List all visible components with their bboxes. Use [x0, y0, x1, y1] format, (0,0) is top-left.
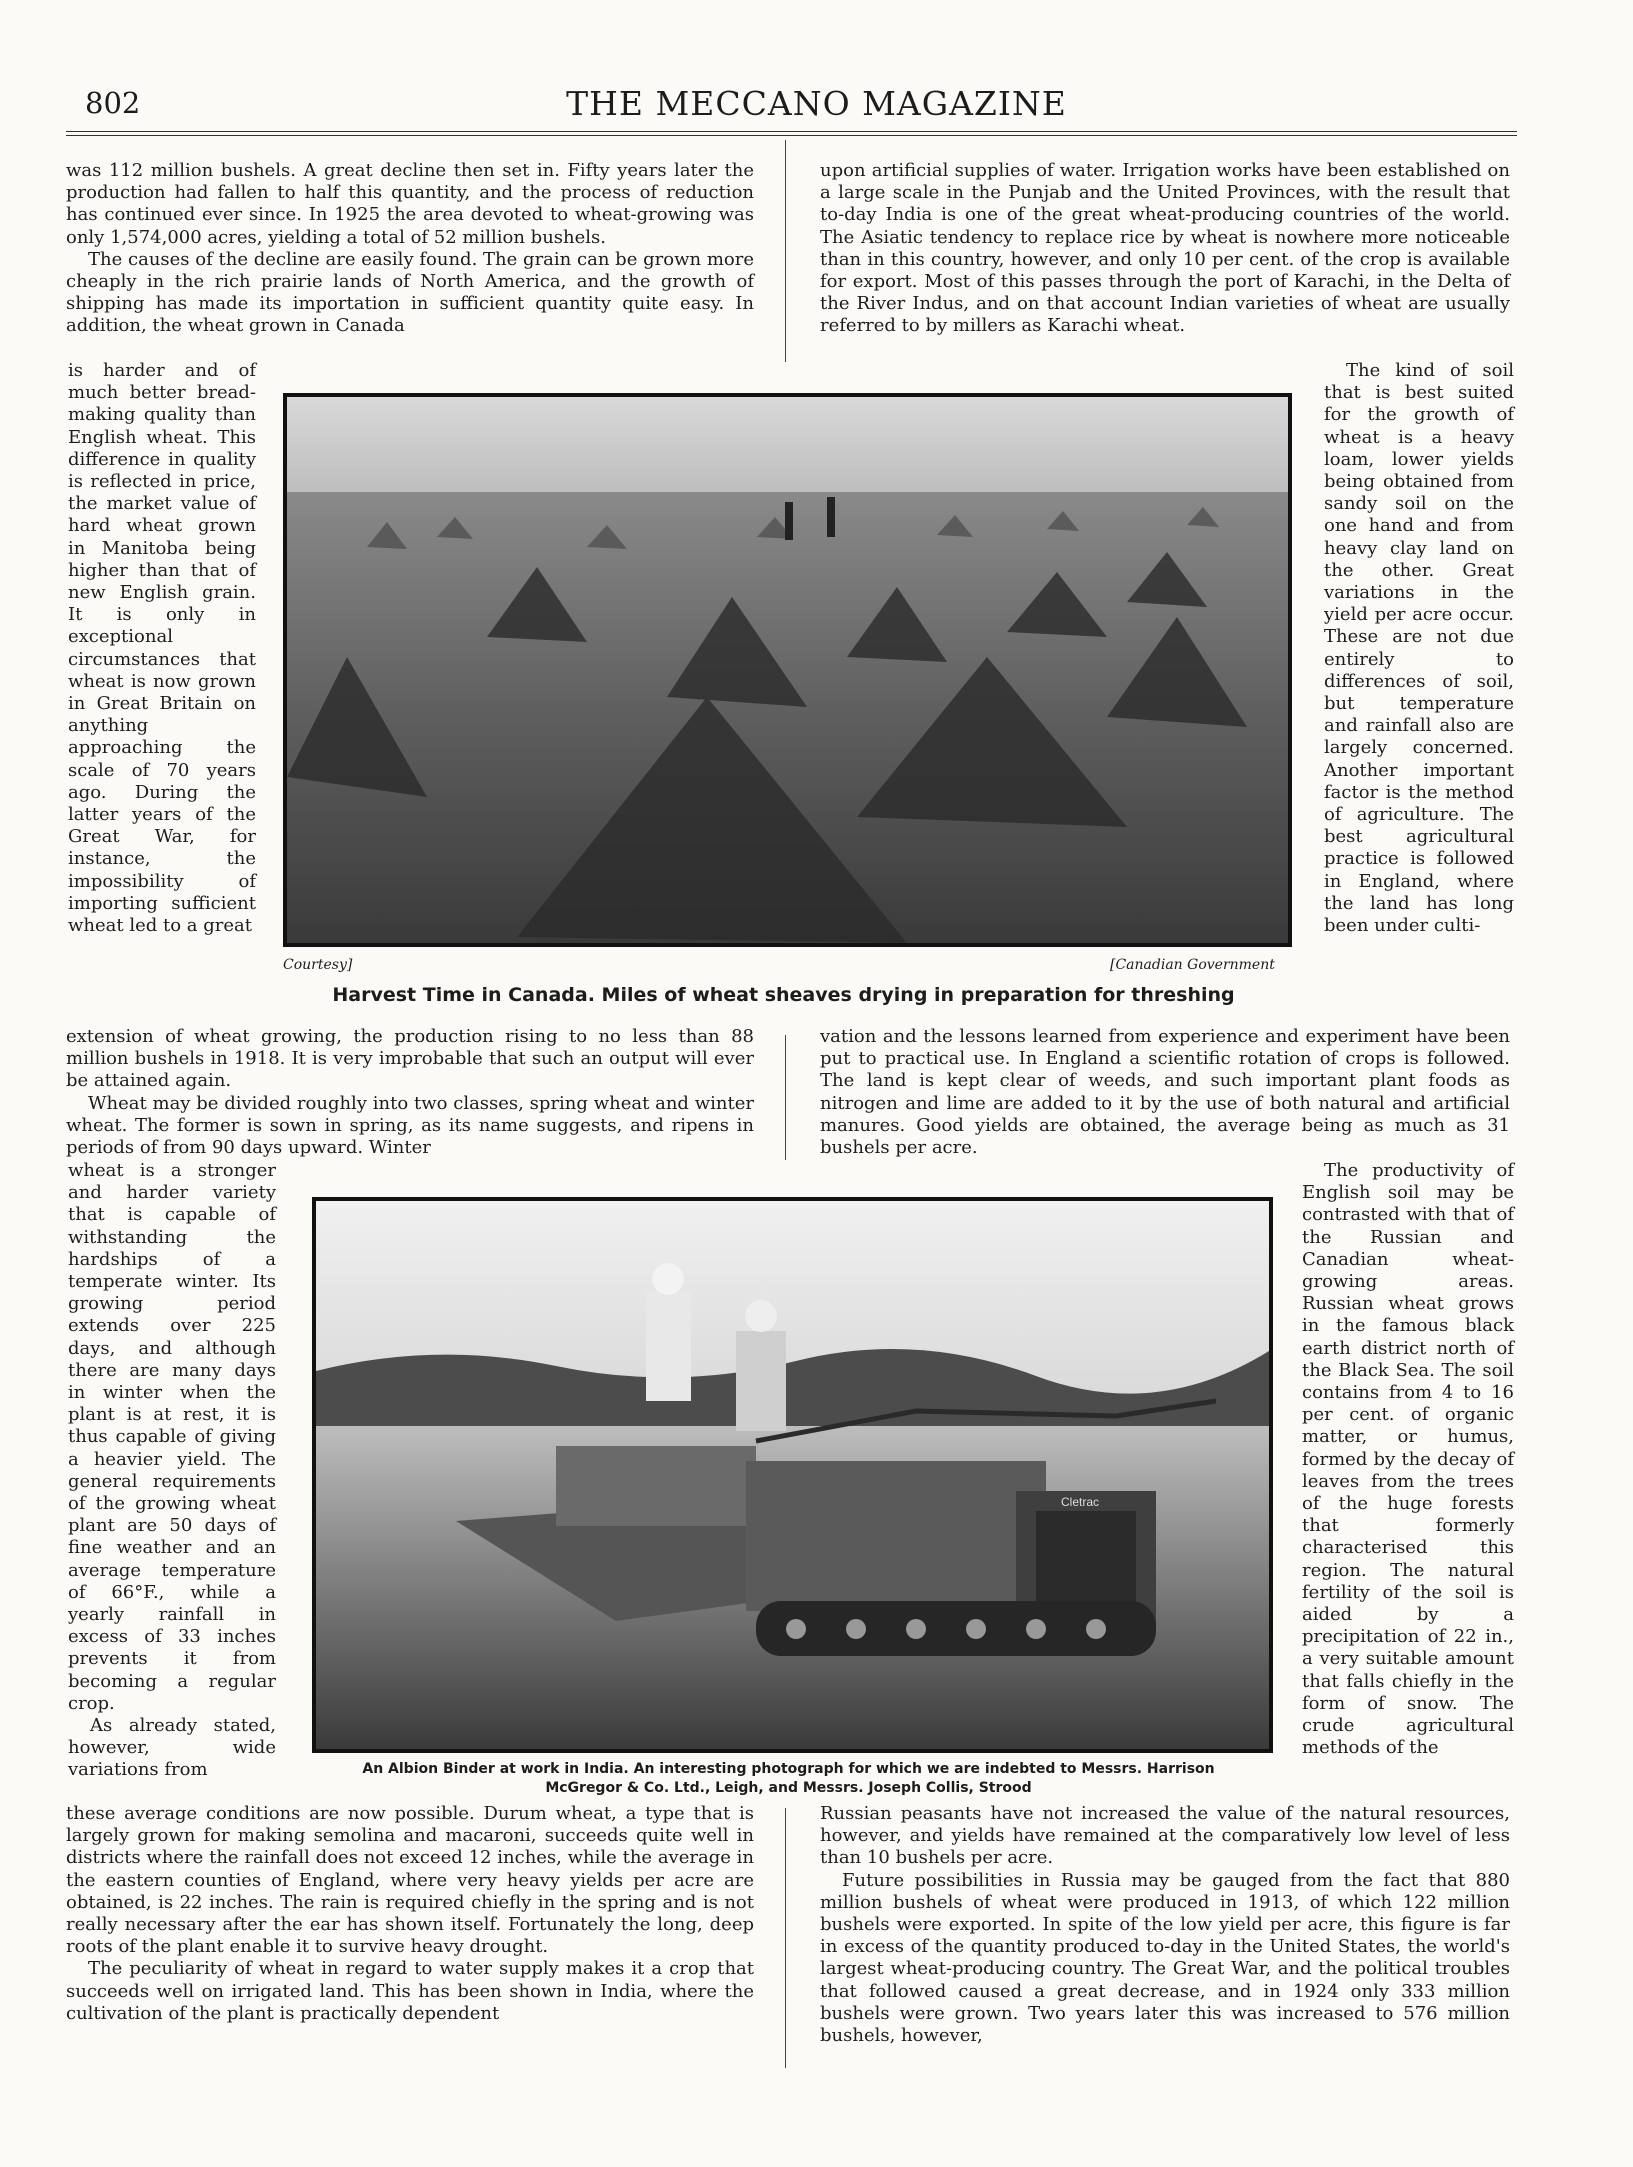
paragraph: was 112 million bushels. A great decline then set in. Fifty years later the production had fallen to half this quantity, and the process of reduction has continued ever since. In 1925 the area devoted to wheat-growing was only 1,574,000 acres, yielding a total of 52 million bushels. [66, 160, 754, 248]
photo-caption: Harvest Time in Canada. Miles of wheat sheaves drying in preparation for threshing [332, 984, 1235, 1006]
header-rule-secondary [66, 135, 1517, 136]
paragraph: wheat is a stronger and harder variety that is capable of withstanding the hardships of a temperate winter. Its growing period extends over 225 days, and although there are many days in winter when the plant is at rest, it is thus capable of giving a heavier yield. The general requirements of the growing wheat plant are 50 days of fine weather and an average temperature of 66°F., while a yearly rainfall in excess of 33 inches prevents it from becoming a regular crop. [68, 1160, 276, 1714]
paragraph: The peculiarity of wheat in regard to water supply makes it a crop that succeeds well on irrigated land. This has been shown in India, where the cultivation of the plant is practically dependent [66, 1958, 754, 2024]
paragraph: is harder and of much better bread-making quality than English wheat. This difference in quality is reflected in price, the market value of hard wheat grown in Manitoba being higher than that of new English grain. It is only in exceptional circumstances that wheat is now grown in Great Britain on anything approaching the scale of 70 years ago. During the latter years of the Great War, for instance, the impossibility of importing sufficient wheat led to a great [68, 360, 256, 937]
paragraph: Future possibilities in Russia may be gauged from the fact that 880 million bushels of wheat were produced in 1913, of which 122 million bushels were exported. In spite of the low yield per acre, this figure is far in excess of the quantity produced to-day in the United States, the world's largest wheat-producing country. The Great War, and the political troubles that followed caused a great decrease, and in 1924 only 333 million bushels were grown. Two years later this was increased to 576 million bushels, however, [820, 1869, 1510, 2047]
paragraph: The kind of soil that is best suited for the growth of wheat is a heavy loam, lower yields being obtained from sandy soil on the one hand and from heavy clay land on the other. Great variations in the yield per acre occur. These are not due entirely to differences of soil, but temperature and rainfall also are largely concerned. Another important factor is the method of agriculture. The best agricultural practice is followed in England, where the land has long been under culti- [1324, 360, 1514, 937]
bottom-left-column [66, 1803, 754, 2025]
caption-line: An Albion Binder at work in India. An interesting photograph for which we are indebted to Messrs. Harrison [362, 1761, 1215, 1777]
paragraph: upon artificial supplies of water. Irrigation works have been established on a large scale in the Punjab and the United Provinces, with the result that to-day India is one of the great wheat-producing countries of the world. The Asiatic tendency to replace rice by wheat is nowhere more noticeable than in this country, however, and only 10 per cent. of the crop is available for export. Most of this passes through the port of Karachi, in the Delta of the River Indus, and on that account Indian varieties of wheat are usually referred to by millers as Karachi wheat. [820, 160, 1510, 337]
narrow-right-column-1 [1324, 360, 1514, 937]
column-divider [785, 1035, 786, 1160]
mid-right-column [820, 1026, 1510, 1159]
tractor-badge: Cletrac [1061, 1495, 1100, 1509]
column-divider [785, 1808, 786, 2068]
narrow-left-column-2 [68, 1160, 276, 1782]
top-right-column [820, 160, 1510, 338]
wheat-sheaves-photo [283, 393, 1292, 947]
binder-caption [312, 1760, 1265, 1798]
magazine-title: THE MECCANO MAGAZINE [566, 84, 1067, 123]
photo-credit-right: [Canadian Government [1110, 957, 1275, 973]
photo-credit-left: Courtesy] [283, 957, 353, 973]
paragraph: Russian peasants have not increased the value of the natural resources, however, and yields have remained at the comparatively low level of less than 10 bushels per acre. [820, 1803, 1510, 1869]
caption-line: McGregor & Co. Ltd., Leigh, and Messrs. Joseph Collis, Strood [545, 1780, 1032, 1796]
paragraph: extension of wheat growing, the production rising to no less than 88 million bushels in 1918. It is very improbable that such an output will ever be attained again. [66, 1026, 754, 1092]
paragraph: As already stated, however, wide variations from [68, 1715, 276, 1781]
paragraph: vation and the lessons learned from experience and experiment have been put to practical use. In England a scientific rotation of crops is followed. The land is kept clear of weeds, and such important plant foods as nitrogen and lime are added to it by the use of both natural and artificial manures. Good yields are obtained, the average being as much as 31 bushels per acre. [820, 1026, 1510, 1159]
mid-left-column [66, 1026, 754, 1159]
narrow-right-column-2 [1302, 1160, 1514, 1759]
paragraph: The productivity of English soil may be contrasted with that of the Russian and Canadian wheat-growing areas. Russian wheat grows in the famous black earth district north of the Black Sea. The soil contains from 4 to 16 per cent. of organic matter, or humus, formed by the decay of leaves from the trees of the huge forests that formerly characterised this region. The natural fertility of the soil is aided by a precipitation of 22 in., a very suitable amount that falls chiefly in the form of snow. The crude agricultural methods of the [1302, 1160, 1514, 1759]
top-left-column [66, 160, 754, 338]
paragraph: Wheat may be divided roughly into two classes, spring wheat and winter wheat. The former is sown in spring, as its name suggests, and ripens in periods of from 90 days upward. Winter [66, 1092, 754, 1159]
paragraph: The causes of the decline are easily found. The grain can be grown more cheaply in the rich prairie lands of North America, and the growth of shipping has made its importation in sufficient quantity quite easy. In addition, the wheat grown in Canada [66, 248, 754, 337]
wheat-field-illustration [287, 397, 1288, 943]
narrow-left-column-1 [68, 360, 256, 937]
paragraph: these average conditions are now possible. Durum wheat, a type that is largely grown for making semolina and macaroni, succeeds quite well in districts where the rainfall does not exceed 12 inches, while the average in the eastern counties of England, where very heavy yields per acre are obtained, is 22 inches. The rain is required chiefly in the spring and is not really necessary after the ear has shown itself. Fortunately the long, deep roots of the plant enable it to survive heavy drought. [66, 1803, 754, 1958]
binder-illustration [316, 1201, 1269, 1749]
header-rule [66, 131, 1517, 132]
column-divider [785, 140, 786, 362]
page-number: 802 [85, 86, 141, 120]
albion-binder-photo [312, 1197, 1273, 1753]
bottom-right-column [820, 1803, 1510, 2047]
